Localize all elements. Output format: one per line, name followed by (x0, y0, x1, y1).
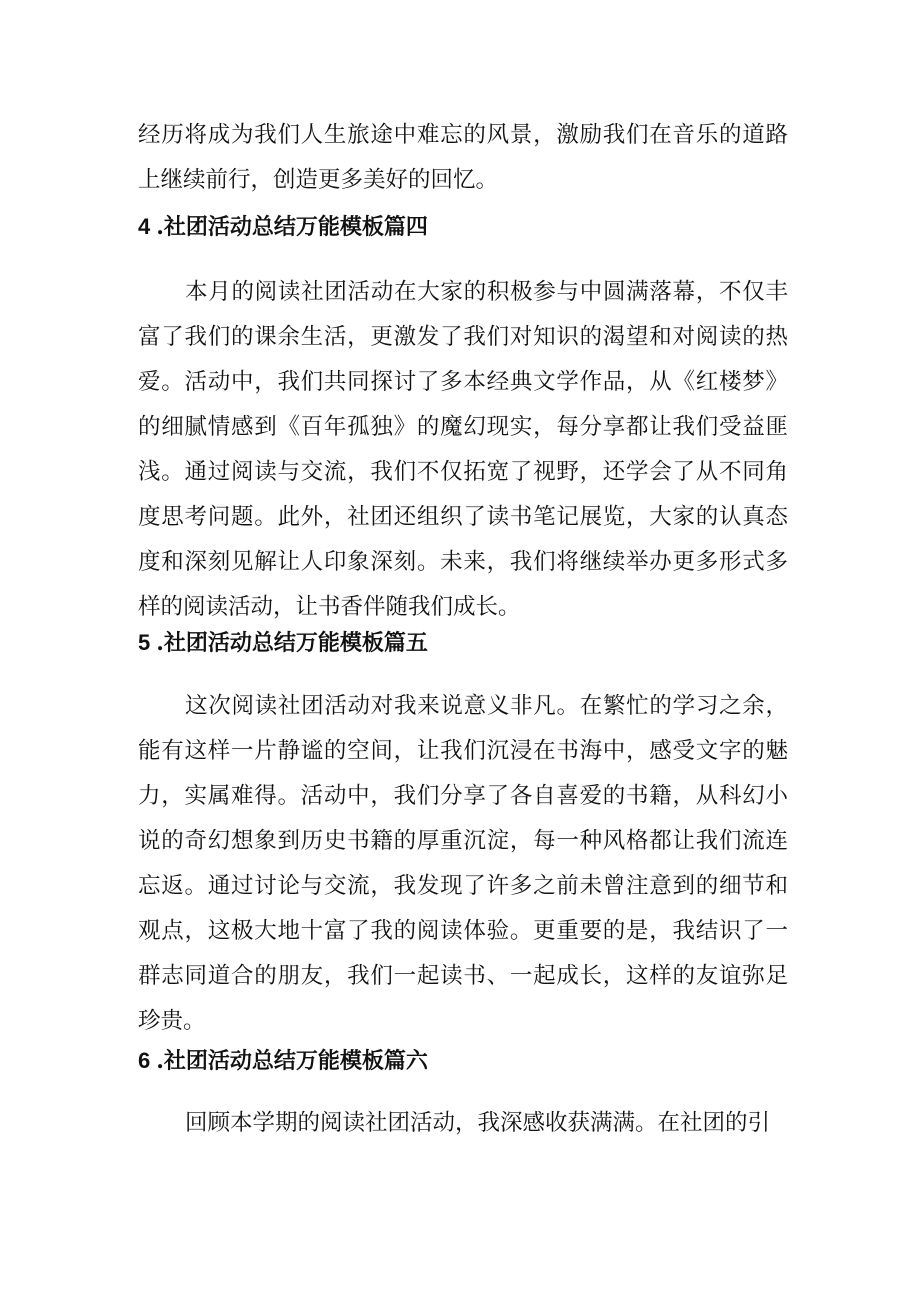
section-title: .社团活动总结万能模板篇五 (156, 630, 428, 656)
section-heading-5 (138, 620, 788, 666)
section-heading-6 (138, 1038, 788, 1084)
section-number: 6 (138, 1048, 151, 1073)
section-title: .社团活动总结万能模板篇六 (156, 1048, 428, 1074)
section-number: 5 (138, 630, 151, 655)
section-number: 4 (138, 214, 151, 239)
section-body-6: 回顾本学期的阅读社团活动，我深感收获满满。在社团的引 (185, 1110, 771, 1136)
section-heading-4 (138, 204, 788, 250)
section-title: .社团活动总结万能模板篇四 (156, 214, 428, 240)
section-body-4: 本月的阅读社团活动在大家的积极参与中圆满落幕，不仅丰富了我们的课余生活，更激发了我们对知识的渴望和对阅读的热爱。活动中，我们共同探讨了多本经典文学作品，从《红楼梦》的细腻情感到《百年孤独》的魔幻现实，每分享都让我们受益匪浅。通过阅读与交流，我们不仅拓宽了视野，还学会了从不同角度思考问题。此外，社团还组织了读书笔记展览，大家的认真态度和深刻见解让人印象深刻。未来，我们将继续举办更多形式多样的阅读活动，让书香伴随我们成长。 (138, 279, 788, 620)
intro-paragraph: 经历将成为我们人生旅途中难忘的风景，激励我们在音乐的道路上继续前行，创造更多美好的回忆。 (138, 122, 788, 193)
section-body-5: 这次阅读社团活动对我来说意义非凡。在繁忙的学习之余，能有这样一片静谧的空间，让我们沉浸在书海中，感受文字的魅力，实属难得。活动中，我们分享了各自喜爱的书籍，从科幻小说的奇幻想象到历史书籍的厚重沉淀，每一种风格都让我们流连忘返。通过讨论与交流，我发现了许多之前未曾注意到的细节和观点，这极大地十富了我的阅读体验。更重要的是，我结识了一群志同道合的朋友，我们一起读书、一起成长，这样的友谊弥足珍贵。 (138, 693, 788, 1034)
